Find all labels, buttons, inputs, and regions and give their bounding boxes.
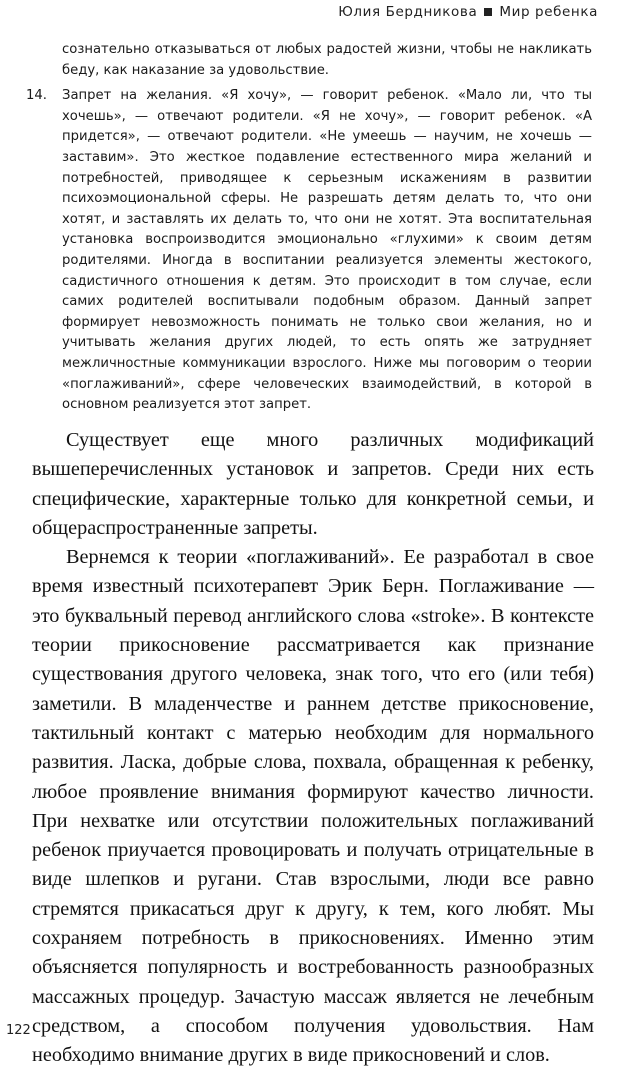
list-item-14 — [26, 86, 592, 416]
list-item-number: 14. — [26, 88, 47, 104]
header-author: Юлия Бердникова — [338, 4, 478, 20]
page-number: 122 — [6, 1023, 31, 1038]
numbered-list — [26, 40, 592, 416]
list-item-continuation: сознательно отказываться от любых радостей жизни, чтобы не накликать беду, как наказание за удовольствие. — [62, 42, 592, 78]
header-book-title: Мир ребенка — [499, 4, 598, 20]
paragraph-1: Существует еще много различных модификаций вышеперечисленных установок и запретов. Среди них есть специфические, характерные только для конкретной семьи, и общераспространенные запреты. — [32, 429, 594, 539]
paragraph-2: Вернемся к теории «поглаживаний». Ее разработал в свое время известный психотерапевт Эрик Берн. Поглаживание — это буквальный перевод английского слова «stroke». В контексте теории прикосновение рассматривается как признание существования другого человека, знак того, что его (или тебя) заметили. В младенчестве и раннем детстве прикосновение, тактильный контакт с матерью необходим для нормального развития. Ласка, добрые слова, похвала, обращенная к ребенку, любое проявление внимания формируют качество личности. При нехватке или отсутствии положительных поглаживаний ребенок приучается провоцировать и получать отрицательные в виде шлепков и ругани. Став взрослыми, люди все равно стремятся прикасаться друг к другу, к тем, кого любят. Мы сохраняем потребность в прикосновениях. Именно этим объясняется популярность и востребованность разнообразных массажных процедур. Зачастую массаж является не лечебным средством, а способом получения удовольствия. Нам необходимо внимание других в виде прикосновений и слов. — [32, 546, 594, 1067]
main-text — [32, 426, 594, 1071]
running-header — [338, 4, 598, 20]
list-item-text: Запрет на желания. «Я хочу», — говорит ребенок. «Мало ли, что ты хочешь», — отвечают родители. «Я не хочу», — говорит ребенок. «А придется», — отвечают родители. «Не умеешь — научим, не хочешь — заставим». Это жесткое подавление естественного мира желаний и потребностей, приводящее к серьезным искажениям в развитии психоэмоциональной сферы. Не разрешать детям делать то, что они хотят, и заставлять их делать то, что они не хотят. Эта воспитательная установка воспроизводится эмоционально «глухими» к своим детям родителями. Иногда в воспитании реализуется элементы жестокого, садистичного отношения к детям. Это происходит в том случае, если самих родителей воспитывали подобным образом. Данный запрет формирует невозможность понимать не только свои желания, но и учитывать желания других людей, то есть опять же затрудняет межличностные коммуникации взрослого. Ниже мы поговорим о теории «поглаживаний», сфере человеческих взаимодействий, в которой в основном реализуется этот запрет. — [62, 88, 592, 413]
separator-square-icon — [484, 8, 492, 16]
